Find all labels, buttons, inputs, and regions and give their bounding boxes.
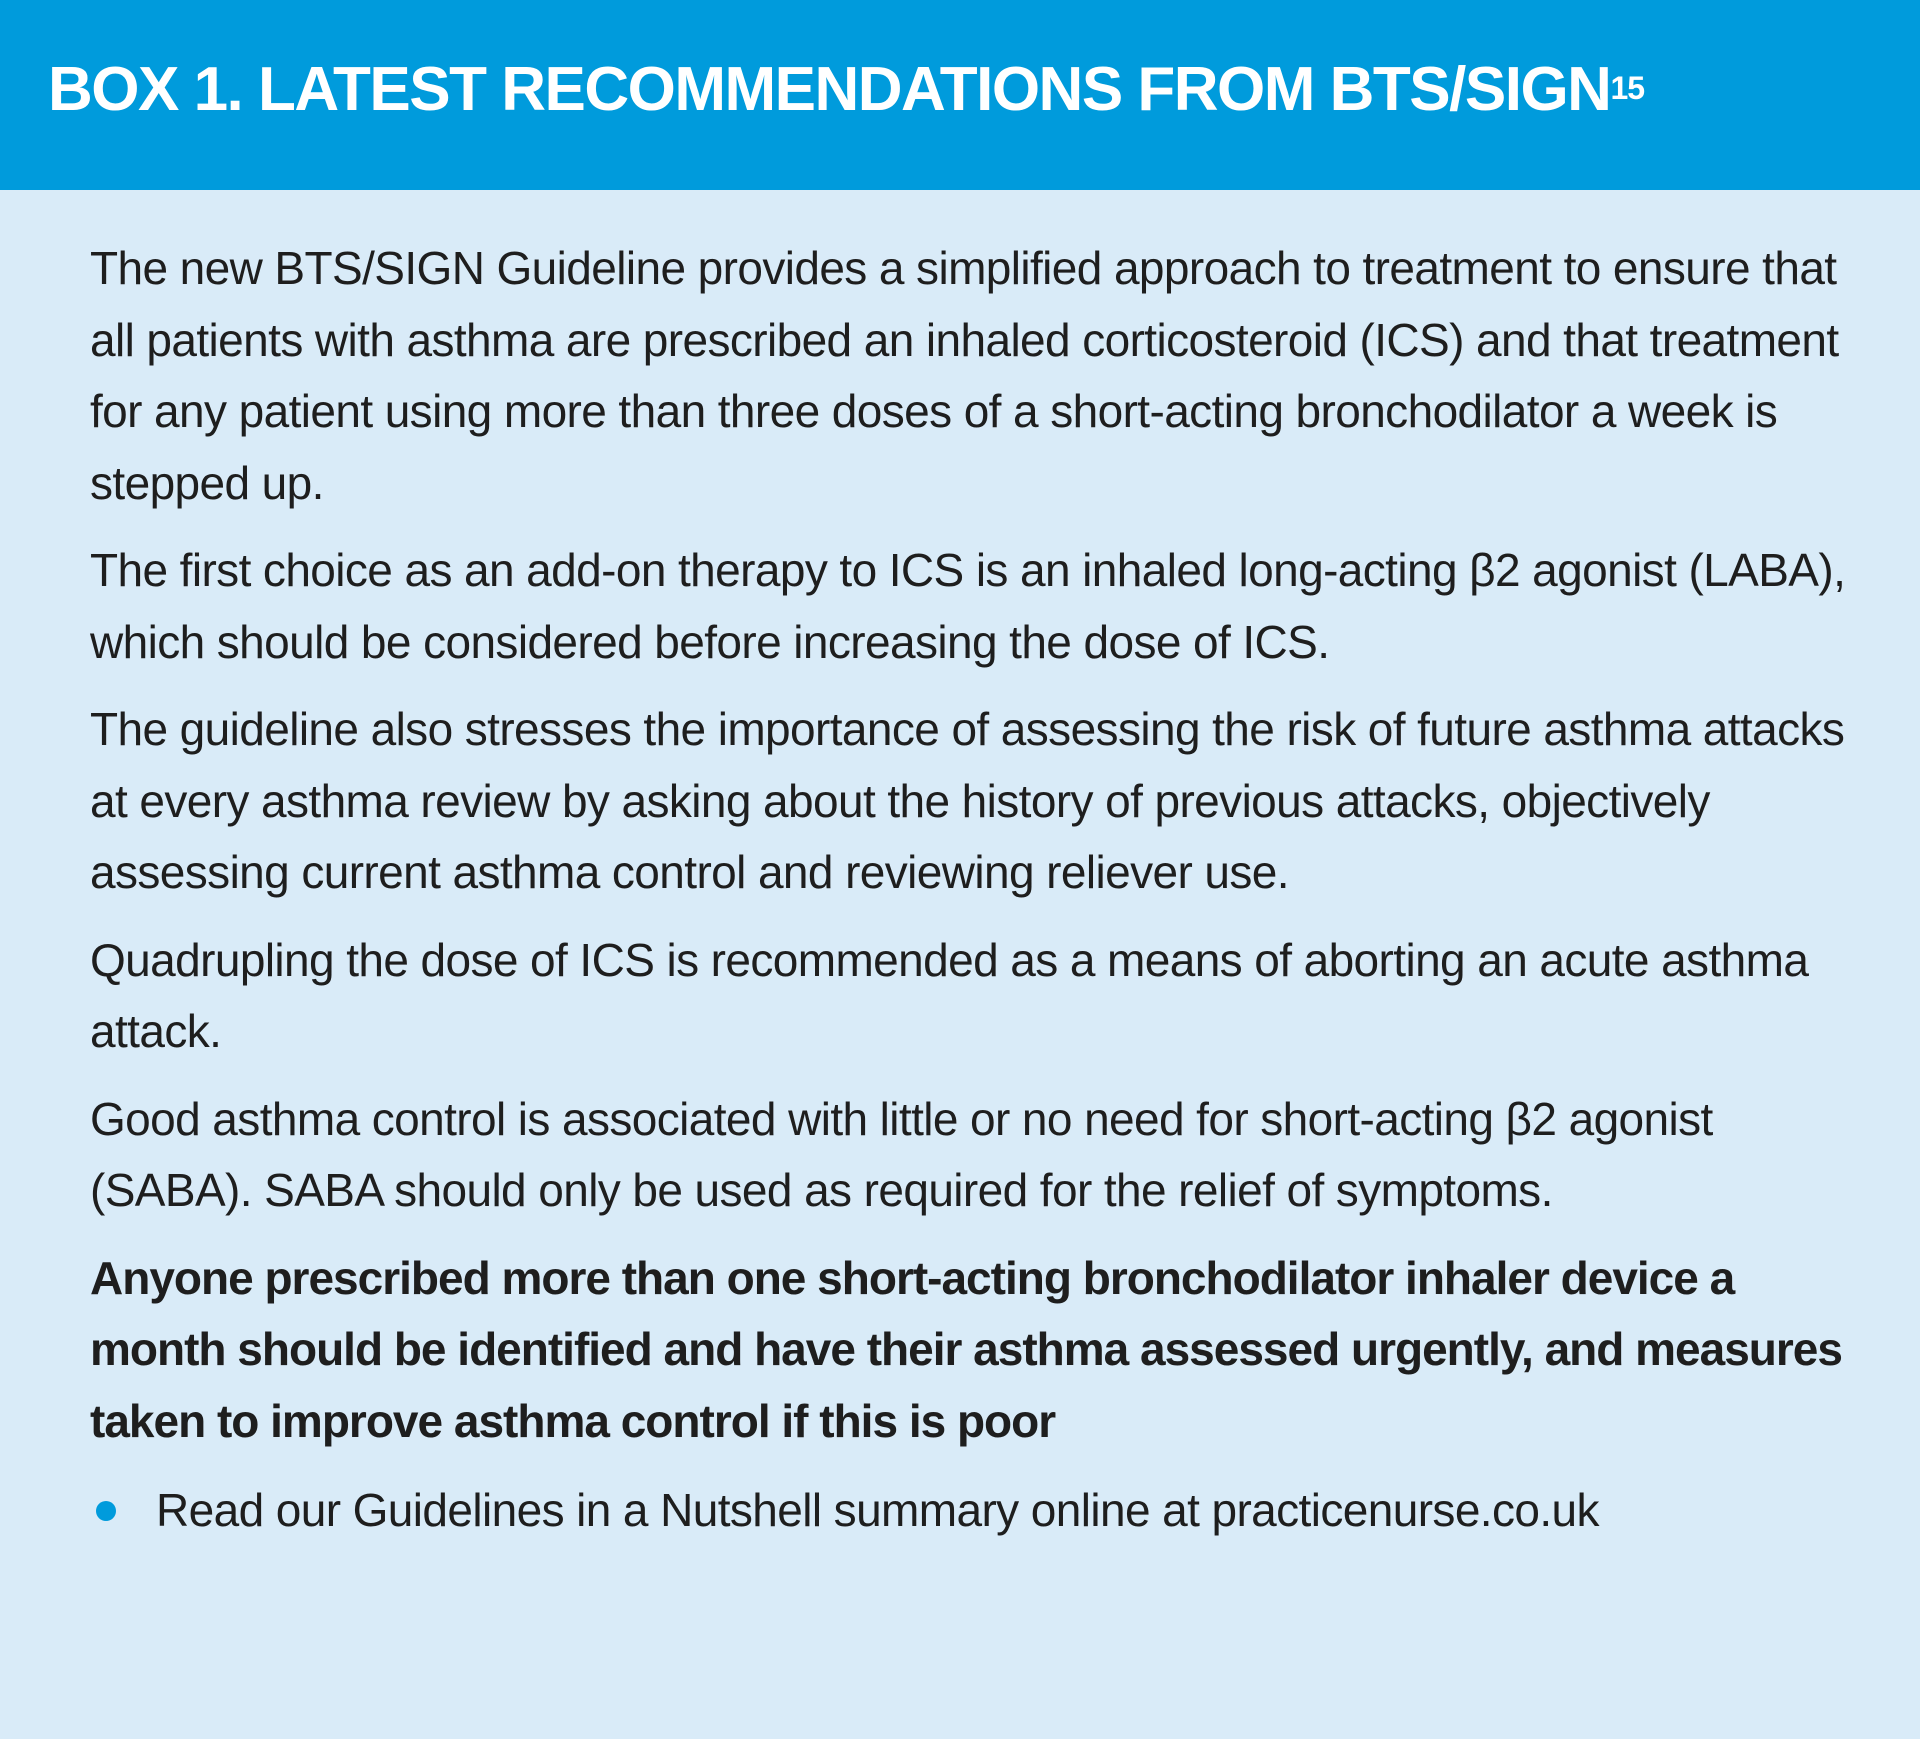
paragraph-simplified-approach: The new BTS/SIGN Guideline provides a simplified approach to treatment to ensure that all patients with asthma are prescribed an inhaled corticosteroid (ICS) and that treatment for any patient using more than three doses of a short-acting bronchodilator a week is stepped up. bbox=[90, 242, 1839, 509]
paragraph-quadrupling-dose: Quadrupling the dose of ICS is recommended as a means of aborting an acute asthma attack. bbox=[90, 933, 1809, 1057]
bullet-dot-icon bbox=[96, 1501, 116, 1521]
box-title-text: BOX 1. LATEST RECOMMENDATIONS FROM BTS/SIGN bbox=[48, 55, 1611, 124]
box-title bbox=[48, 48, 1920, 132]
box-content bbox=[90, 233, 1850, 1547]
bullet-item-online-summary bbox=[90, 1475, 1850, 1547]
reference-superscript: 15 bbox=[1610, 70, 1645, 106]
bullet-text: Read our Guidelines in a Nutshell summary online at practicenurse.co.uk bbox=[156, 1484, 1599, 1536]
paragraph-add-on-therapy: The first choice as an add-on therapy to ICS is an inhaled long-acting β2 agonist (LABA), which should be considered before increasing the dose of ICS. bbox=[90, 544, 1846, 668]
paragraph-key-message: Anyone prescribed more than one short-acting bronchodilator inhaler device a month should be identified and have their asthma assessed urgently, and measures taken to improve asthma control if this is poor bbox=[90, 1251, 1842, 1447]
paragraph-risk-assessment: The guideline also stresses the importance of assessing the risk of future asthma attacks at every asthma review by asking about the history of previous attacks, objectively assessing current asthma control and reviewing reliever use. bbox=[90, 703, 1845, 898]
paragraph-saba-use: Good asthma control is associated with little or no need for short-acting β2 agonist (SABA). SABA should only be used as required for the relief of symptoms. bbox=[90, 1092, 1713, 1216]
box-header bbox=[0, 0, 1920, 190]
